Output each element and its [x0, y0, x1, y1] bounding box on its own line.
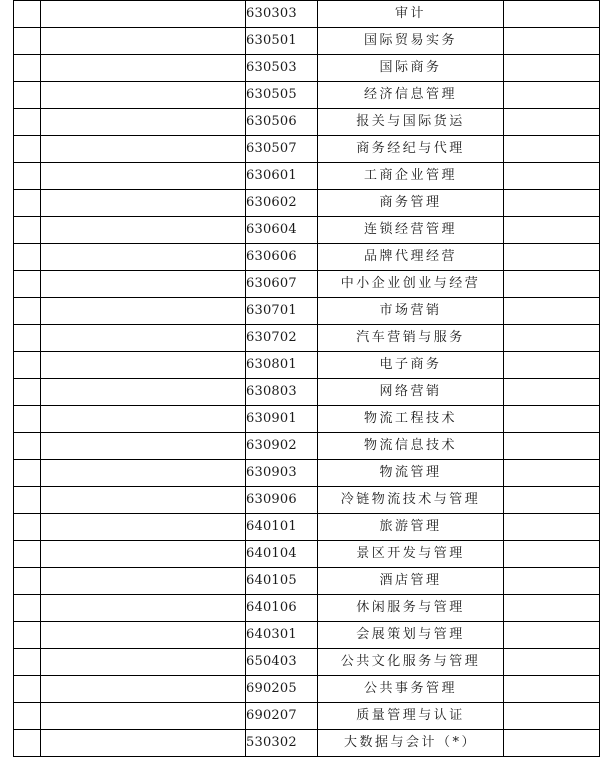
majors-table: [13, 0, 600, 757]
blank-cell-right: [504, 595, 600, 622]
table-row: [14, 136, 600, 163]
major-code-cell: 640106: [246, 595, 318, 622]
blank-cell-category: [41, 1, 246, 28]
blank-cell-category: [41, 730, 246, 757]
major-name-cell: 报关与国际货运: [318, 109, 504, 136]
blank-cell-category: [41, 244, 246, 271]
major-code-cell: 630501: [246, 28, 318, 55]
major-code-cell: 630602: [246, 190, 318, 217]
major-code-cell: 640101: [246, 514, 318, 541]
major-name-cell: 景区开发与管理: [318, 541, 504, 568]
blank-cell-right: [504, 136, 600, 163]
blank-cell-left: [14, 406, 41, 433]
blank-cell-right: [504, 82, 600, 109]
major-name-cell: 中小企业创业与经营: [318, 271, 504, 298]
blank-cell-right: [504, 703, 600, 730]
blank-cell-category: [41, 514, 246, 541]
blank-cell-left: [14, 82, 41, 109]
table-row: [14, 82, 600, 109]
blank-cell-category: [41, 298, 246, 325]
major-name-cell: 酒店管理: [318, 568, 504, 595]
blank-cell-right: [504, 190, 600, 217]
table-row: [14, 514, 600, 541]
major-code-cell: 640104: [246, 541, 318, 568]
blank-cell-right: [504, 541, 600, 568]
blank-cell-right: [504, 433, 600, 460]
major-name-cell: 旅游管理: [318, 514, 504, 541]
blank-cell-category: [41, 271, 246, 298]
blank-cell-right: [504, 55, 600, 82]
table-row: [14, 541, 600, 568]
blank-cell-left: [14, 325, 41, 352]
blank-cell-right: [504, 649, 600, 676]
blank-cell-left: [14, 433, 41, 460]
blank-cell-left: [14, 28, 41, 55]
blank-cell-category: [41, 55, 246, 82]
table-row: [14, 676, 600, 703]
blank-cell-left: [14, 730, 41, 757]
blank-cell-right: [504, 28, 600, 55]
blank-cell-right: [504, 460, 600, 487]
table-row: [14, 298, 600, 325]
blank-cell-category: [41, 460, 246, 487]
table-row: [14, 703, 600, 730]
blank-cell-right: [504, 244, 600, 271]
blank-cell-left: [14, 568, 41, 595]
major-code-cell: 650403: [246, 649, 318, 676]
blank-cell-category: [41, 676, 246, 703]
blank-cell-left: [14, 541, 41, 568]
major-code-cell: 630607: [246, 271, 318, 298]
blank-cell-category: [41, 406, 246, 433]
major-name-cell: 冷链物流技术与管理: [318, 487, 504, 514]
table-row: [14, 163, 600, 190]
blank-cell-left: [14, 190, 41, 217]
blank-cell-left: [14, 487, 41, 514]
blank-cell-category: [41, 433, 246, 460]
blank-cell-right: [504, 379, 600, 406]
blank-cell-right: [504, 730, 600, 757]
blank-cell-category: [41, 325, 246, 352]
blank-cell-category: [41, 109, 246, 136]
major-name-cell: 审计: [318, 1, 504, 28]
major-code-cell: 630801: [246, 352, 318, 379]
major-name-cell: 物流工程技术: [318, 406, 504, 433]
table-row: [14, 379, 600, 406]
blank-cell-category: [41, 487, 246, 514]
table-row: [14, 595, 600, 622]
major-name-cell: 大数据与会计（*）: [318, 730, 504, 757]
blank-cell-right: [504, 487, 600, 514]
major-name-cell: 物流信息技术: [318, 433, 504, 460]
table-row: [14, 244, 600, 271]
major-code-cell: 630604: [246, 217, 318, 244]
major-code-cell: 630601: [246, 163, 318, 190]
majors-table-body: [14, 1, 600, 757]
major-code-cell: 630503: [246, 55, 318, 82]
major-name-cell: 网络营销: [318, 379, 504, 406]
major-code-cell: 630505: [246, 82, 318, 109]
major-code-cell: 630507: [246, 136, 318, 163]
blank-cell-right: [504, 406, 600, 433]
blank-cell-left: [14, 298, 41, 325]
blank-cell-category: [41, 541, 246, 568]
table-row: [14, 1, 600, 28]
major-code-cell: 630903: [246, 460, 318, 487]
blank-cell-left: [14, 1, 41, 28]
major-code-cell: 630803: [246, 379, 318, 406]
blank-cell-left: [14, 676, 41, 703]
table-row: [14, 460, 600, 487]
blank-cell-left: [14, 622, 41, 649]
blank-cell-right: [504, 514, 600, 541]
blank-cell-right: [504, 568, 600, 595]
major-name-cell: 工商企业管理: [318, 163, 504, 190]
major-name-cell: 质量管理与认证: [318, 703, 504, 730]
major-code-cell: 630906: [246, 487, 318, 514]
blank-cell-category: [41, 136, 246, 163]
table-row: [14, 352, 600, 379]
blank-cell-category: [41, 28, 246, 55]
blank-cell-right: [504, 163, 600, 190]
blank-cell-left: [14, 649, 41, 676]
major-name-cell: 商务经纪与代理: [318, 136, 504, 163]
blank-cell-category: [41, 379, 246, 406]
major-code-cell: 630902: [246, 433, 318, 460]
blank-cell-left: [14, 217, 41, 244]
table-row: [14, 649, 600, 676]
major-name-cell: 国际商务: [318, 55, 504, 82]
table-row: [14, 487, 600, 514]
major-name-cell: 休闲服务与管理: [318, 595, 504, 622]
blank-cell-left: [14, 271, 41, 298]
major-name-cell: 国际贸易实务: [318, 28, 504, 55]
major-code-cell: 630901: [246, 406, 318, 433]
blank-cell-right: [504, 622, 600, 649]
major-name-cell: 会展策划与管理: [318, 622, 504, 649]
blank-cell-category: [41, 163, 246, 190]
major-code-cell: 630303: [246, 1, 318, 28]
blank-cell-left: [14, 244, 41, 271]
blank-cell-left: [14, 460, 41, 487]
blank-cell-category: [41, 82, 246, 109]
blank-cell-category: [41, 568, 246, 595]
blank-cell-left: [14, 109, 41, 136]
table-row: [14, 55, 600, 82]
blank-cell-left: [14, 55, 41, 82]
major-code-cell: 690207: [246, 703, 318, 730]
major-name-cell: 电子商务: [318, 352, 504, 379]
blank-cell-category: [41, 622, 246, 649]
table-row: [14, 109, 600, 136]
blank-cell-right: [504, 1, 600, 28]
blank-cell-category: [41, 649, 246, 676]
table-row: [14, 190, 600, 217]
table-row: [14, 622, 600, 649]
major-name-cell: 汽车营销与服务: [318, 325, 504, 352]
blank-cell-right: [504, 271, 600, 298]
major-code-cell: 630606: [246, 244, 318, 271]
table-row: [14, 406, 600, 433]
major-code-cell: 690205: [246, 676, 318, 703]
blank-cell-category: [41, 190, 246, 217]
major-name-cell: 物流管理: [318, 460, 504, 487]
blank-cell-category: [41, 595, 246, 622]
major-code-cell: 630701: [246, 298, 318, 325]
blank-cell-right: [504, 325, 600, 352]
major-name-cell: 市场营销: [318, 298, 504, 325]
blank-cell-right: [504, 217, 600, 244]
major-code-cell: 630506: [246, 109, 318, 136]
blank-cell-left: [14, 595, 41, 622]
blank-cell-left: [14, 136, 41, 163]
major-code-cell: 530302: [246, 730, 318, 757]
blank-cell-left: [14, 703, 41, 730]
blank-cell-category: [41, 703, 246, 730]
blank-cell-left: [14, 352, 41, 379]
blank-cell-right: [504, 109, 600, 136]
table-row: [14, 28, 600, 55]
blank-cell-category: [41, 352, 246, 379]
table-row: [14, 271, 600, 298]
major-code-cell: 630702: [246, 325, 318, 352]
table-row: [14, 568, 600, 595]
table-row: [14, 217, 600, 244]
blank-cell-right: [504, 676, 600, 703]
table-row: [14, 325, 600, 352]
major-code-cell: 640105: [246, 568, 318, 595]
major-name-cell: 商务管理: [318, 190, 504, 217]
table-row: [14, 730, 600, 757]
blank-cell-category: [41, 217, 246, 244]
blank-cell-left: [14, 379, 41, 406]
blank-cell-right: [504, 352, 600, 379]
blank-cell-right: [504, 298, 600, 325]
blank-cell-left: [14, 163, 41, 190]
major-code-cell: 640301: [246, 622, 318, 649]
major-name-cell: 公共事务管理: [318, 676, 504, 703]
major-name-cell: 经济信息管理: [318, 82, 504, 109]
major-name-cell: 公共文化服务与管理: [318, 649, 504, 676]
blank-cell-left: [14, 514, 41, 541]
major-name-cell: 连锁经营管理: [318, 217, 504, 244]
table-row: [14, 433, 600, 460]
major-name-cell: 品牌代理经营: [318, 244, 504, 271]
